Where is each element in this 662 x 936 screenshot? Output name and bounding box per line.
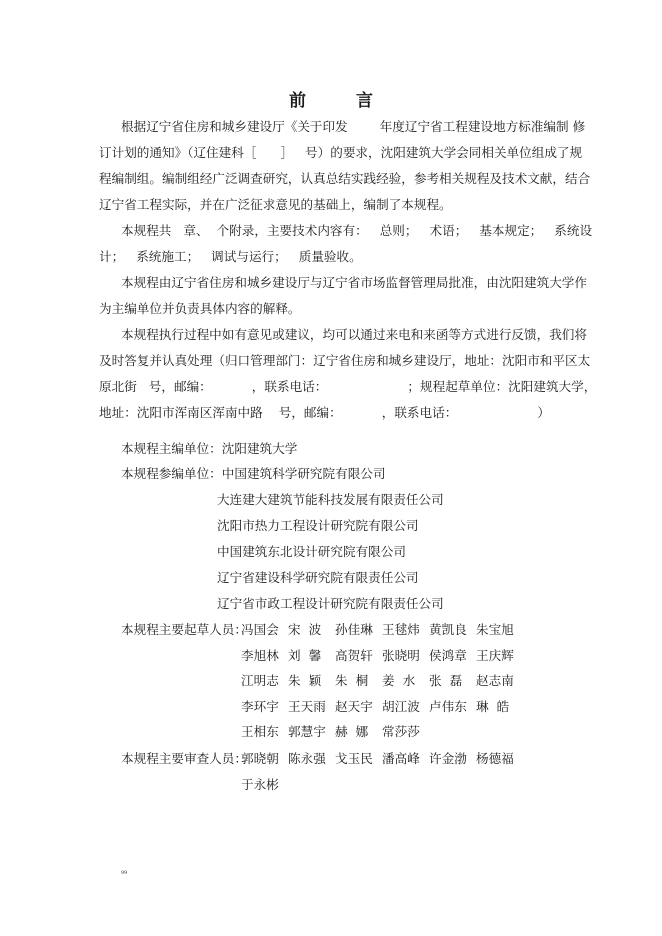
paragraph-line: 地址：沈阳市浑南区浑南中路 号，邮编： ，联系电话： ） <box>99 405 550 420</box>
paragraph-line: 本规程由辽宁省住房和城乡建设厅与辽宁省市场监督管理局批准，由沈阳建筑大学作 <box>121 275 587 290</box>
participating-unit: 辽宁省市政工程设计研究院有限责任公司 <box>217 596 444 611</box>
participating-unit: 本规程参编单位：中国建筑科学研究院有限公司 <box>121 466 386 481</box>
drafters-label: 本规程主要起草人员： <box>121 622 247 637</box>
person-name: 赵志南 <box>476 673 514 689</box>
person-name: 高贺轩 <box>335 647 373 663</box>
person-name: 许金渤 <box>429 751 467 766</box>
paragraph-line: 及时答复并认真处理（归口管理部门：辽宁省住房和城乡建设厅，地址：沈阳市和平区太 <box>99 353 591 368</box>
person-name: 于永彬 <box>241 777 279 792</box>
person-name: 李旭林 <box>241 647 279 663</box>
person-name: 孙佳琳 <box>335 622 373 637</box>
person-name: 宋 波 <box>288 622 322 637</box>
paragraph-line: 本规程执行过程中如有意见或建议，均可以通过来电和来函等方式进行反馈，我们将 <box>121 327 587 342</box>
participating-unit: 辽宁省建设科学研究院有限责任公司 <box>217 570 419 585</box>
person-name: 戈玉民 <box>335 751 373 766</box>
paragraph-line: 根据辽宁省住房和城乡建设厅《关于印发 年度辽宁省工程建设地方标准编制 修 <box>121 119 586 134</box>
person-name: 赵天宇 <box>335 698 373 714</box>
person-name: 刘 馨 <box>288 647 322 663</box>
paragraph-line: 计； 系统施工； 调试与运行； 质量验收。 <box>99 249 362 264</box>
person-name: 潘高峰 <box>382 751 420 766</box>
chief-editor-unit: 本规程主编单位：沈阳建筑大学 <box>121 441 298 456</box>
person-name: 卢伟东 <box>429 698 467 714</box>
person-name: 王庆辉 <box>476 647 514 663</box>
person-name: 王天雨 <box>288 698 326 714</box>
person-name: 李环宇 <box>241 698 279 714</box>
person-name: 黄凯良 <box>429 622 467 637</box>
person-name: 姜 水 <box>382 673 416 689</box>
participating-unit: 中国建筑东北设计研究院有限公司 <box>217 544 406 559</box>
person-name: 常莎莎 <box>382 724 420 740</box>
person-name: 朱 桐 <box>335 673 369 689</box>
person-name: 陈永强 <box>288 751 326 766</box>
page-title: 前 言 <box>289 91 395 111</box>
person-name: 江明志 <box>241 673 279 689</box>
page-number: 99 <box>121 870 128 876</box>
paragraph-line: 为主编单位并负责具体内容的解释。 <box>99 301 301 316</box>
person-name: 张晓明 <box>382 647 420 663</box>
paragraph-line: 程编制组。编制组经广泛调查研究，认真总结实践经验，参考相关规程及技术文献，结合 <box>99 171 591 186</box>
person-name: 杨德福 <box>476 751 514 766</box>
participating-unit: 沈阳市热力工程设计研究院有限公司 <box>217 518 419 533</box>
paragraph-line: 订计划的通知》（辽住建科［ ］ 号）的要求，沈阳建筑大学会同相关单位组成了规 <box>99 145 583 160</box>
person-name: 张 磊 <box>429 673 463 689</box>
paragraph-line: 原北街 号，邮编： ，联系电话： ；规程起草单位：沈阳建筑大学， <box>99 379 597 394</box>
person-name: 朱宝旭 <box>476 622 514 637</box>
person-name: 王相东 <box>241 724 279 740</box>
person-name: 侯鸿章 <box>429 647 467 663</box>
paragraph-line: 辽宁省工程实际，并在广泛征求意见的基础上，编制了本规程。 <box>99 197 452 212</box>
person-name: 郭晓朝 <box>241 751 279 766</box>
person-name: 琳 皓 <box>476 698 510 714</box>
person-name: 朱 颖 <box>288 673 322 689</box>
person-name: 胡江波 <box>382 698 420 714</box>
person-name: 赫 娜 <box>335 724 369 740</box>
participating-unit: 大连建大建筑节能科技发展有限责任公司 <box>217 492 444 507</box>
person-name: 郭慧宇 <box>288 724 326 740</box>
paragraph-line: 本规程共 章、 个附录，主要技术内容有： 总则； 术语； 基本规定； 系统设 <box>121 223 593 238</box>
person-name: 冯国会 <box>241 622 279 637</box>
reviewers-label: 本规程主要审查人员： <box>121 751 247 766</box>
person-name: 王毬炜 <box>382 622 420 637</box>
